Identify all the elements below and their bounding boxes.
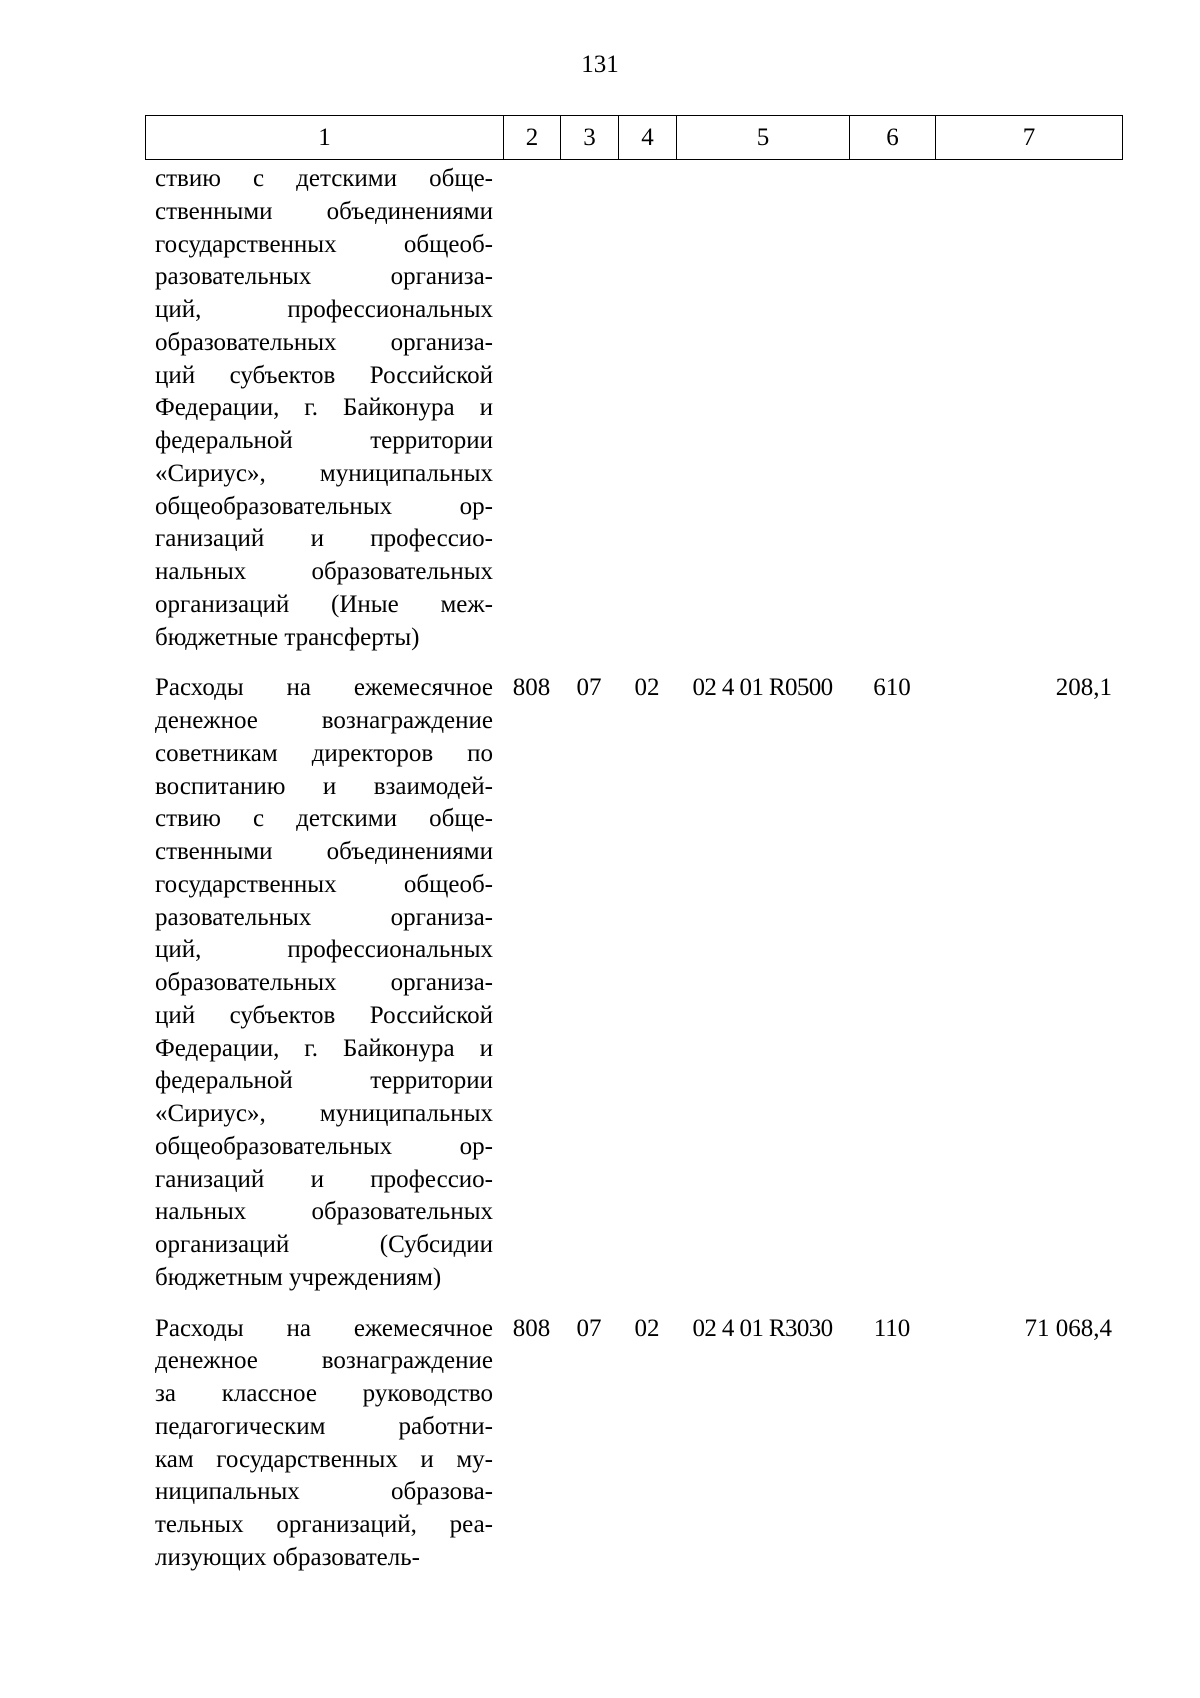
description-line: разовательных организа- (155, 263, 493, 291)
amount-value: 71 068,4 (1024, 1314, 1112, 1342)
description-line: ганизаций и профессио- (155, 1165, 493, 1193)
description-line: общеобразовательных ор- (155, 492, 493, 520)
description-line: Расходы на ежемесячное (155, 674, 493, 702)
row-description (145, 163, 493, 654)
description-line: ствию с детскими обще- (155, 805, 493, 833)
header-col-4: 4 (619, 116, 677, 160)
description-line: денежное вознаграждение (155, 1347, 493, 1375)
description-line: государственных общеоб- (155, 230, 493, 258)
subsection-code: 02 (634, 674, 660, 702)
description-line: ствию с детскими обще- (155, 165, 493, 192)
description-line: нальных образовательных (155, 558, 493, 585)
description-line: образовательных организа- (155, 328, 493, 356)
description-line: федеральной территории (155, 427, 493, 454)
description-line: бюджетным учреждениям) (155, 1263, 442, 1291)
description-line: ниципальных образова- (155, 1478, 493, 1506)
description-line: за классное руководство (155, 1380, 493, 1407)
header-row (146, 116, 1123, 160)
description-line: разовательных организа- (155, 903, 493, 931)
expense-type-code: 110 (873, 1314, 911, 1342)
table-row (145, 163, 1122, 654)
description-line: организаций (Субсидии (155, 1231, 493, 1258)
ministry-code: 808 (512, 674, 551, 702)
target-article-code: 02 4 01 R0500 (692, 674, 833, 702)
description-line: «Сириус», муниципальных (155, 1100, 493, 1127)
description-line: нальных образовательных (155, 1198, 493, 1226)
section-code: 07 (576, 1314, 602, 1342)
target-article-code: 02 4 01 R3030 (692, 1314, 833, 1342)
header-col-6: 6 (850, 116, 936, 160)
description-line: кам государственных и му- (155, 1445, 493, 1473)
subsection-code: 02 (634, 1314, 660, 1342)
description-line: ций, профессиональных (155, 296, 493, 323)
description-line: ственными объединениями (155, 838, 493, 865)
description-line: «Сириус», муниципальных (155, 459, 493, 487)
table-row (145, 672, 1122, 1294)
description-line: ственными объединениями (155, 197, 493, 225)
expense-type-code: 610 (873, 674, 911, 702)
header-col-5: 5 (677, 116, 850, 160)
description-line: воспитанию и взаимодей- (155, 772, 493, 800)
row-description (145, 1313, 493, 1575)
table-body (145, 163, 1122, 1575)
description-line: государственных общеоб- (155, 870, 493, 898)
row-gap (145, 1295, 1122, 1313)
description-line: ций субъектов Российской (155, 361, 493, 389)
amount-value: 208,1 (1055, 674, 1112, 702)
description-line: советникам директоров по (155, 739, 493, 767)
description-line: федеральной территории (155, 1067, 493, 1095)
description-line: тельных организаций, реа- (155, 1511, 493, 1538)
description-line: организаций (Иные меж- (155, 590, 493, 618)
table-row (145, 1313, 1122, 1575)
description-line: бюджетные трансферты) (155, 623, 420, 651)
description-line: ций субъектов Российской (155, 1001, 493, 1029)
section-code: 07 (576, 674, 602, 702)
description-line: общеобразовательных ор- (155, 1132, 493, 1160)
header-col-1: 1 (146, 116, 504, 160)
table-header (145, 115, 1123, 160)
page-number: 131 (581, 51, 619, 78)
description-line: Федерации, г. Байконура и (155, 1034, 493, 1062)
description-line: Расходы на ежемесячное (155, 1314, 493, 1342)
description-line: лизующих образователь- (155, 1543, 420, 1571)
row-description (145, 672, 493, 1294)
header-col-2: 2 (504, 116, 561, 160)
description-line: педагогическим работни- (155, 1412, 493, 1440)
description-line: образовательных организа- (155, 969, 493, 996)
description-line: ганизаций и профессио- (155, 525, 493, 553)
header-col-3: 3 (561, 116, 619, 160)
description-line: Федерации, г. Байконура и (155, 394, 493, 422)
description-line: ций, профессиональных (155, 936, 493, 964)
description-line: денежное вознаграждение (155, 707, 493, 734)
ministry-code: 808 (512, 1314, 551, 1342)
header-col-7: 7 (936, 116, 1123, 160)
row-gap (145, 654, 1122, 672)
